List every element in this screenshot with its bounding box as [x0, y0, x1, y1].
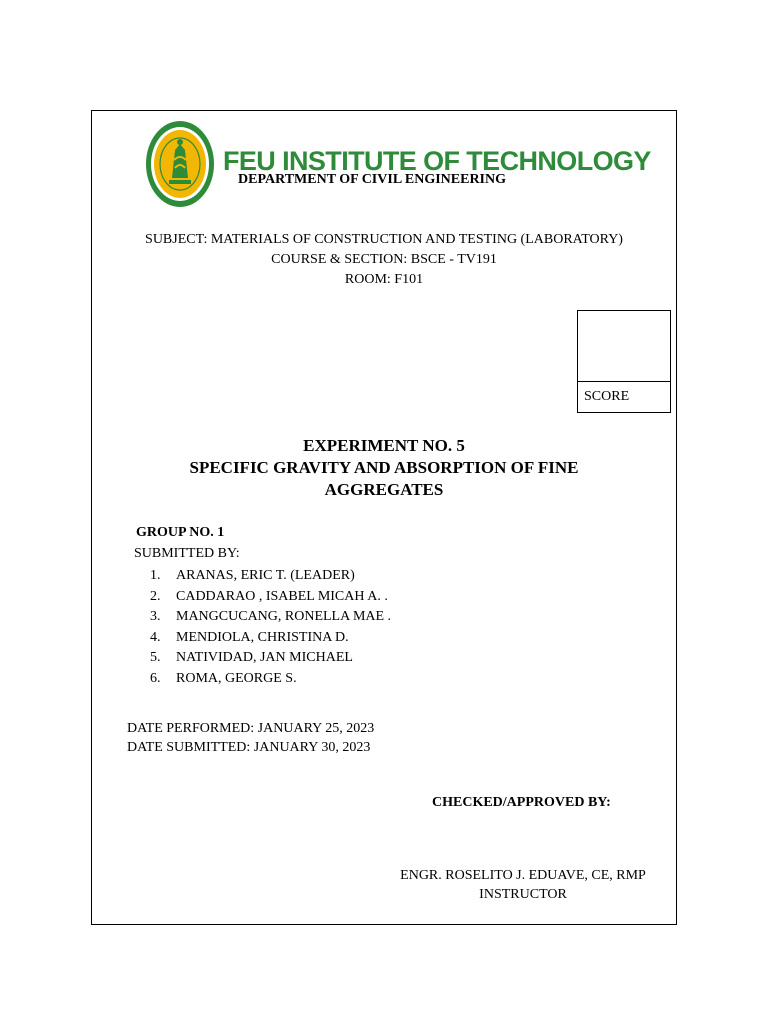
subject-line: SUBJECT: MATERIALS OF CONSTRUCTION AND TESTING (LABORATORY)	[145, 232, 623, 247]
date-performed: DATE PERFORMED: JANUARY 25, 2023	[127, 721, 375, 736]
institution-name: FEU INSTITUTE OF TECHNOLOGY	[223, 146, 651, 176]
list-item: 4. MENDIOLA, CHRISTINA D.	[150, 629, 349, 645]
list-item: 1. ARANAS, ERIC T. (LEADER)	[150, 568, 355, 583]
member-list	[150, 566, 391, 690]
score-divider	[578, 381, 670, 382]
signatory-block	[387, 866, 659, 904]
list-item: 5. NATIVIDAD, JAN MICHAEL	[150, 650, 353, 666]
course-info	[91, 230, 677, 290]
date-submitted: DATE SUBMITTED: JANUARY 30, 2023	[127, 740, 371, 755]
department-name: DEPARTMENT OF CIVIL ENGINEERING	[238, 172, 507, 187]
score-box	[577, 310, 671, 413]
experiment-name: SPECIFIC GRAVITY AND ABSORPTION OF FINE AGGREGATES	[189, 458, 579, 499]
list-item: 3. MANGCUCANG, RONELLA MAE .	[150, 609, 392, 625]
score-label: SCORE	[584, 389, 630, 404]
header-banner	[145, 120, 651, 210]
course-section-line: COURSE & SECTION: BSCE - TV191	[271, 252, 497, 267]
dates-block	[127, 719, 374, 757]
list-item: 2. CADDARAO , ISABEL MICAH A. .	[150, 588, 388, 604]
instructor-position: INSTRUCTOR	[479, 887, 567, 902]
instructor-name: ENGR. ROSELITO J. EDUAVE, CE, RMP	[400, 868, 646, 883]
room-line: ROOM: F101	[344, 272, 424, 287]
submitted-by-label: SUBMITTED BY:	[134, 546, 240, 561]
experiment-number: EXPERIMENT NO. 5	[303, 436, 465, 455]
feu-tech-seal-logo	[145, 120, 215, 208]
checked-approved-label: CHECKED/APPROVED BY:	[432, 795, 611, 810]
list-item: 6. ROMA, GEORGE S.	[150, 670, 297, 686]
experiment-title	[91, 435, 677, 501]
group-number: GROUP NO. 1	[136, 525, 225, 540]
